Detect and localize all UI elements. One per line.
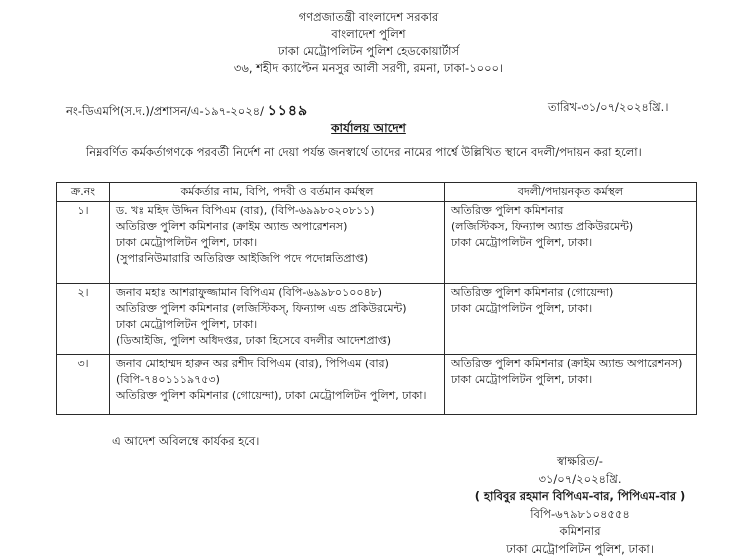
letterhead-dmp-hq: ঢাকা মেট্রোপলিটন পুলিশ হেডকোয়ার্টার্স [277,44,460,58]
table-header-row [57,183,697,202]
letterhead [0,9,737,77]
document-title: কার্যালয় আদেশ [331,121,406,135]
officer-office: ঢাকা মেট্রোপলিটন পুলিশ, ঢাকা। [116,318,258,331]
new-unit: (লজিস্টিকস, ফিন্যান্স অ্যান্ড প্রকিউরমেন্ট) [451,220,634,233]
serial-cell: ৩। [57,355,110,415]
officer-note: (ডিআইজি, পুলিশ অধিদপ্তর, ঢাকা হিসেবে বদলীর আদেশপ্রাপ্ত) [116,334,392,347]
table-row [57,284,697,355]
officer-note: (সুপারনিউমারারি অতিরিক্ত আইজিপি পদে পদোন্নতিপ্রাপ্ত) [116,252,369,265]
officer-designation: অতিরিক্ত পুলিশ কমিশনার (লজিস্টিকস্, ফিন্যান্স এন্ড প্রকিউরমেন্ট) [116,302,407,315]
new-designation: অতিরিক্ত পুলিশ কমিশনার (গোয়েন্দা) [451,286,614,299]
new-designation: অতিরিক্ত পুলিশ কমিশনার [451,204,564,217]
signature-date: ৩১/০৭/২০২৪খ্রি. [538,471,622,486]
table-row [57,202,697,284]
new-office: ঢাকা মেট্রোপলিটন পুলিশ, ঢাকা। [451,302,593,315]
signatory-name: ( হাবিবুর রহমান বিপিএম-বার, পিপিএম-বার ) [474,489,686,503]
signatory-designation: কমিশনার [559,524,601,538]
new-posting-cell [445,355,697,415]
memo-date: তারিখ-৩১/০৭/২০২৪খ্রি.। [548,100,669,114]
officer-bp: (বিপি-৭৪০১১১৯৭৫৩) [116,373,220,386]
signatory-office: ঢাকা মেট্রোপলিটন পুলিশ, ঢাকা। [506,541,654,556]
officer-office: ঢাকা মেট্রোপলিটন পুলিশ, ঢাকা। [116,236,258,249]
current-posting-cell [110,355,445,415]
closing-statement: এ আদেশ অবিলম্বে কার্যকর হবে। [112,434,260,448]
new-office: ঢাকা মেট্রোপলিটন পুলিশ, ঢাকা। [451,236,593,249]
signatory-bp: বিপি-৬৭৯৮১০৪৫৫৪ [530,506,630,521]
letterhead-police: বাংলাদেশ পুলিশ [331,27,406,41]
memo-ref-number: ১১৪৯ [267,103,309,119]
officer-name: জনাব মহাঃ আশরাফুজ্জামান বিপিএম (বিপি-৬৯৯৮০১০০৪৮) [116,286,383,299]
serial-cell: ২। [57,284,110,355]
header-current-posting: কর্মকর্তার নাম, বিপি, পদবী ও বর্তমান কর্মস্থল [110,183,445,202]
current-posting-cell [110,284,445,355]
signature-block [430,453,730,558]
officer-designation: অতিরিক্ত পুলিশ কমিশনার (ক্রাইম অ্যান্ড অপারেশনস) [116,220,348,233]
officer-name: ড. খঃ মহিদ উদ্দিন বিপিএম (বার), (বিপি-৬৯৯৮০২০৮১১) [116,204,375,217]
letterhead-address: ৩৬, শহীদ ক্যাপ্টেন মনসুর আলী সরণী, রমনা, ঢাকা-১০০০। [233,61,504,75]
header-serial: ক্র.নং [57,183,110,202]
new-posting-cell [445,202,697,284]
table-row [57,355,697,415]
new-posting-cell [445,284,697,355]
memo-ref-prefix: নং-ডিএমপি(স.দ.)/প্রশাসন/এ-১৯৭-২০২৪/ [66,104,265,118]
signed-mark: স্বাক্ষরিত/- [557,454,603,468]
transfer-table [56,182,697,415]
header-new-posting: বদলী/পদায়নকৃত কর্মস্থল [445,183,697,202]
current-posting-cell [110,202,445,284]
intro-paragraph: নিম্নবর্ণিত কর্মকর্তাগণকে পরবর্তী নির্দেশ না দেয়া পর্যন্ত জনস্বার্থে তাদের নামের পার্শ্বে উল্লিখিত স্থানে বদলী/পদায়ন করা হলো। [86,145,642,159]
officer-name: জনাব মোহাম্মদ হারুন অর রশীদ বিপিএম (বার), পিপিএম (বার) [116,357,389,370]
new-office: ঢাকা মেট্রোপলিটন পুলিশ, ঢাকা। [451,373,593,386]
new-designation: অতিরিক্ত পুলিশ কমিশনার (ক্রাইম অ্যান্ড অপারেশনস) [451,357,683,370]
serial-cell: ১। [57,202,110,284]
officer-designation: অতিরিক্ত পুলিশ কমিশনার (গোয়েন্দা), ঢাকা মেট্রোপলিটন পুলিশ, ঢাকা। [116,389,427,402]
letterhead-government: গণপ্রজাতন্ত্রী বাংলাদেশ সরকার [298,10,439,24]
